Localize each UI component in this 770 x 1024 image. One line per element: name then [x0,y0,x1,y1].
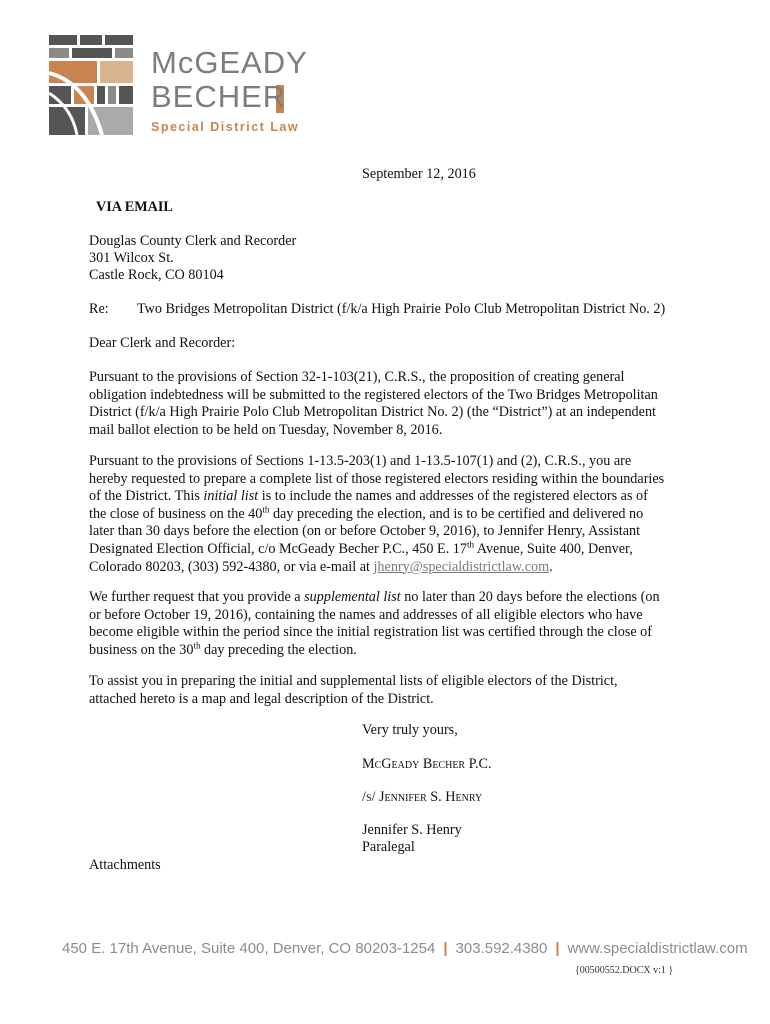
email-link[interactable]: jhenry@specialdistrictlaw.com [373,558,550,575]
text-run: no later than 20 days before the elections (on [400,589,660,605]
paragraph-line: later than 30 days before the election (on or before October 9, 2016), to Jennifer Henry, Assistant [89,523,641,540]
letterhead-footer [62,940,748,957]
text-run: We further request that you provide a [89,589,305,605]
paragraph-line: become eligible within the period since the initial registration list was certified through the close of [89,624,653,641]
brand-name-line2: BECHER [151,79,287,114]
ordinal-suffix: th [466,539,474,550]
paragraph-line [89,642,689,660]
paragraph-line: Pursuant to the provisions of Sections 1-13.5-203(1) and 1-13.5-107(1) and (2), C.R.S., you are [89,453,632,469]
recipient-line: 301 Wilcox St. [89,250,174,266]
salutation: Dear Clerk and Recorder: [89,335,236,351]
paragraph-line [89,488,689,506]
paragraph-2 [89,453,689,576]
brand-tagline: Special District Law [151,120,300,134]
closing: Very truly yours, [362,722,458,738]
paragraph-line [89,589,689,607]
recipient-line: Douglas County Clerk and Recorder [89,233,297,249]
footer-separator: | [443,940,448,957]
text-run: Colorado 80203, (303) 592-4380, or via e-mail at [89,558,374,575]
text-run: day preceding the election. [200,641,357,658]
footer-address: 450 E. 17th Avenue, Suite 400, Denver, CO 80203-1254 [62,940,436,957]
attachments-note: Attachments [89,857,161,873]
letter-date: September 12, 2016 [362,166,476,182]
paragraph-line: District (f/k/a High Prairie Polo Club Metropolitan District No. 2) (the “District”) at an independent [89,404,656,421]
firm-wordmark [151,46,308,134]
ordinal-suffix: th [193,640,201,651]
text-run: day preceding the election, and is to be certified and delivered no [269,505,644,522]
footer-phone: 303.592.4380 [455,940,548,957]
paragraph-line: or before October 19, 2016), containing the names and addresses of all eligible electors who have [89,606,643,623]
text-run: Designated Election Official, c/o McGeady Becher P.C., 450 E. 17 [89,540,467,557]
paragraph-line: To assist you in preparing the initial and supplemental lists of eligible electors of the District, [89,673,618,689]
footer-website[interactable]: www.specialdistrictlaw.com [567,940,748,957]
delivery-method: VIA EMAIL [96,199,173,215]
paragraph-4 [89,673,689,708]
paragraph-line: Pursuant to the provisions of Section 32-1-103(21), C.R.S., the proposition of creating general [89,369,625,385]
brand-name-line1: McGEADY [151,45,308,80]
re-subject: Two Bridges Metropolitan District (f/k/a High Prairie Polo Club Metropolitan District No. 2) [137,301,666,317]
paragraph-1 [89,369,689,439]
paragraph-line: mail ballot election to be held on Tuesday, November 8, 2016. [89,421,443,438]
paragraph-3 [89,589,689,659]
firm-name: McGeady Becher P.C. [362,756,492,772]
text-run: . [549,558,553,575]
paragraph-line: hereby requested to prepare a complete list of those registered electors residing within the boundaries [89,470,665,487]
paragraph-line [89,506,689,524]
text-run: Avenue, Suite 400, Denver, [474,540,633,557]
signer-title: Paralegal [362,839,415,855]
text-run: of the District. This [89,488,204,505]
text-run: business on the 30 [89,641,194,658]
initial-list-term: initial list [203,488,259,505]
text-run: is to include the names and addresses of the registered electors as of [258,488,648,505]
re-label: Re: [89,301,109,317]
paragraph-line [89,559,689,577]
signer-name: Jennifer S. Henry [362,822,462,838]
recipient-line: Castle Rock, CO 80104 [89,267,224,283]
ordinal-suffix: th [262,504,270,515]
paragraph-line: attached hereto is a map and legal description of the District. [89,690,434,707]
text-run: the close of business on the 40 [89,505,263,522]
document-id: {00500552.DOCX v:1 } [575,965,674,976]
footer-separator: | [555,940,560,957]
e-signature: /s/ Jennifer S. Henry [362,789,483,805]
paragraph-line [89,541,689,559]
paragraph-line: obligation indebtedness will be submitted to the registered electors of the Two Bridges Metropolitan [89,386,658,403]
supplemental-list-term: supplemental list [304,589,401,605]
